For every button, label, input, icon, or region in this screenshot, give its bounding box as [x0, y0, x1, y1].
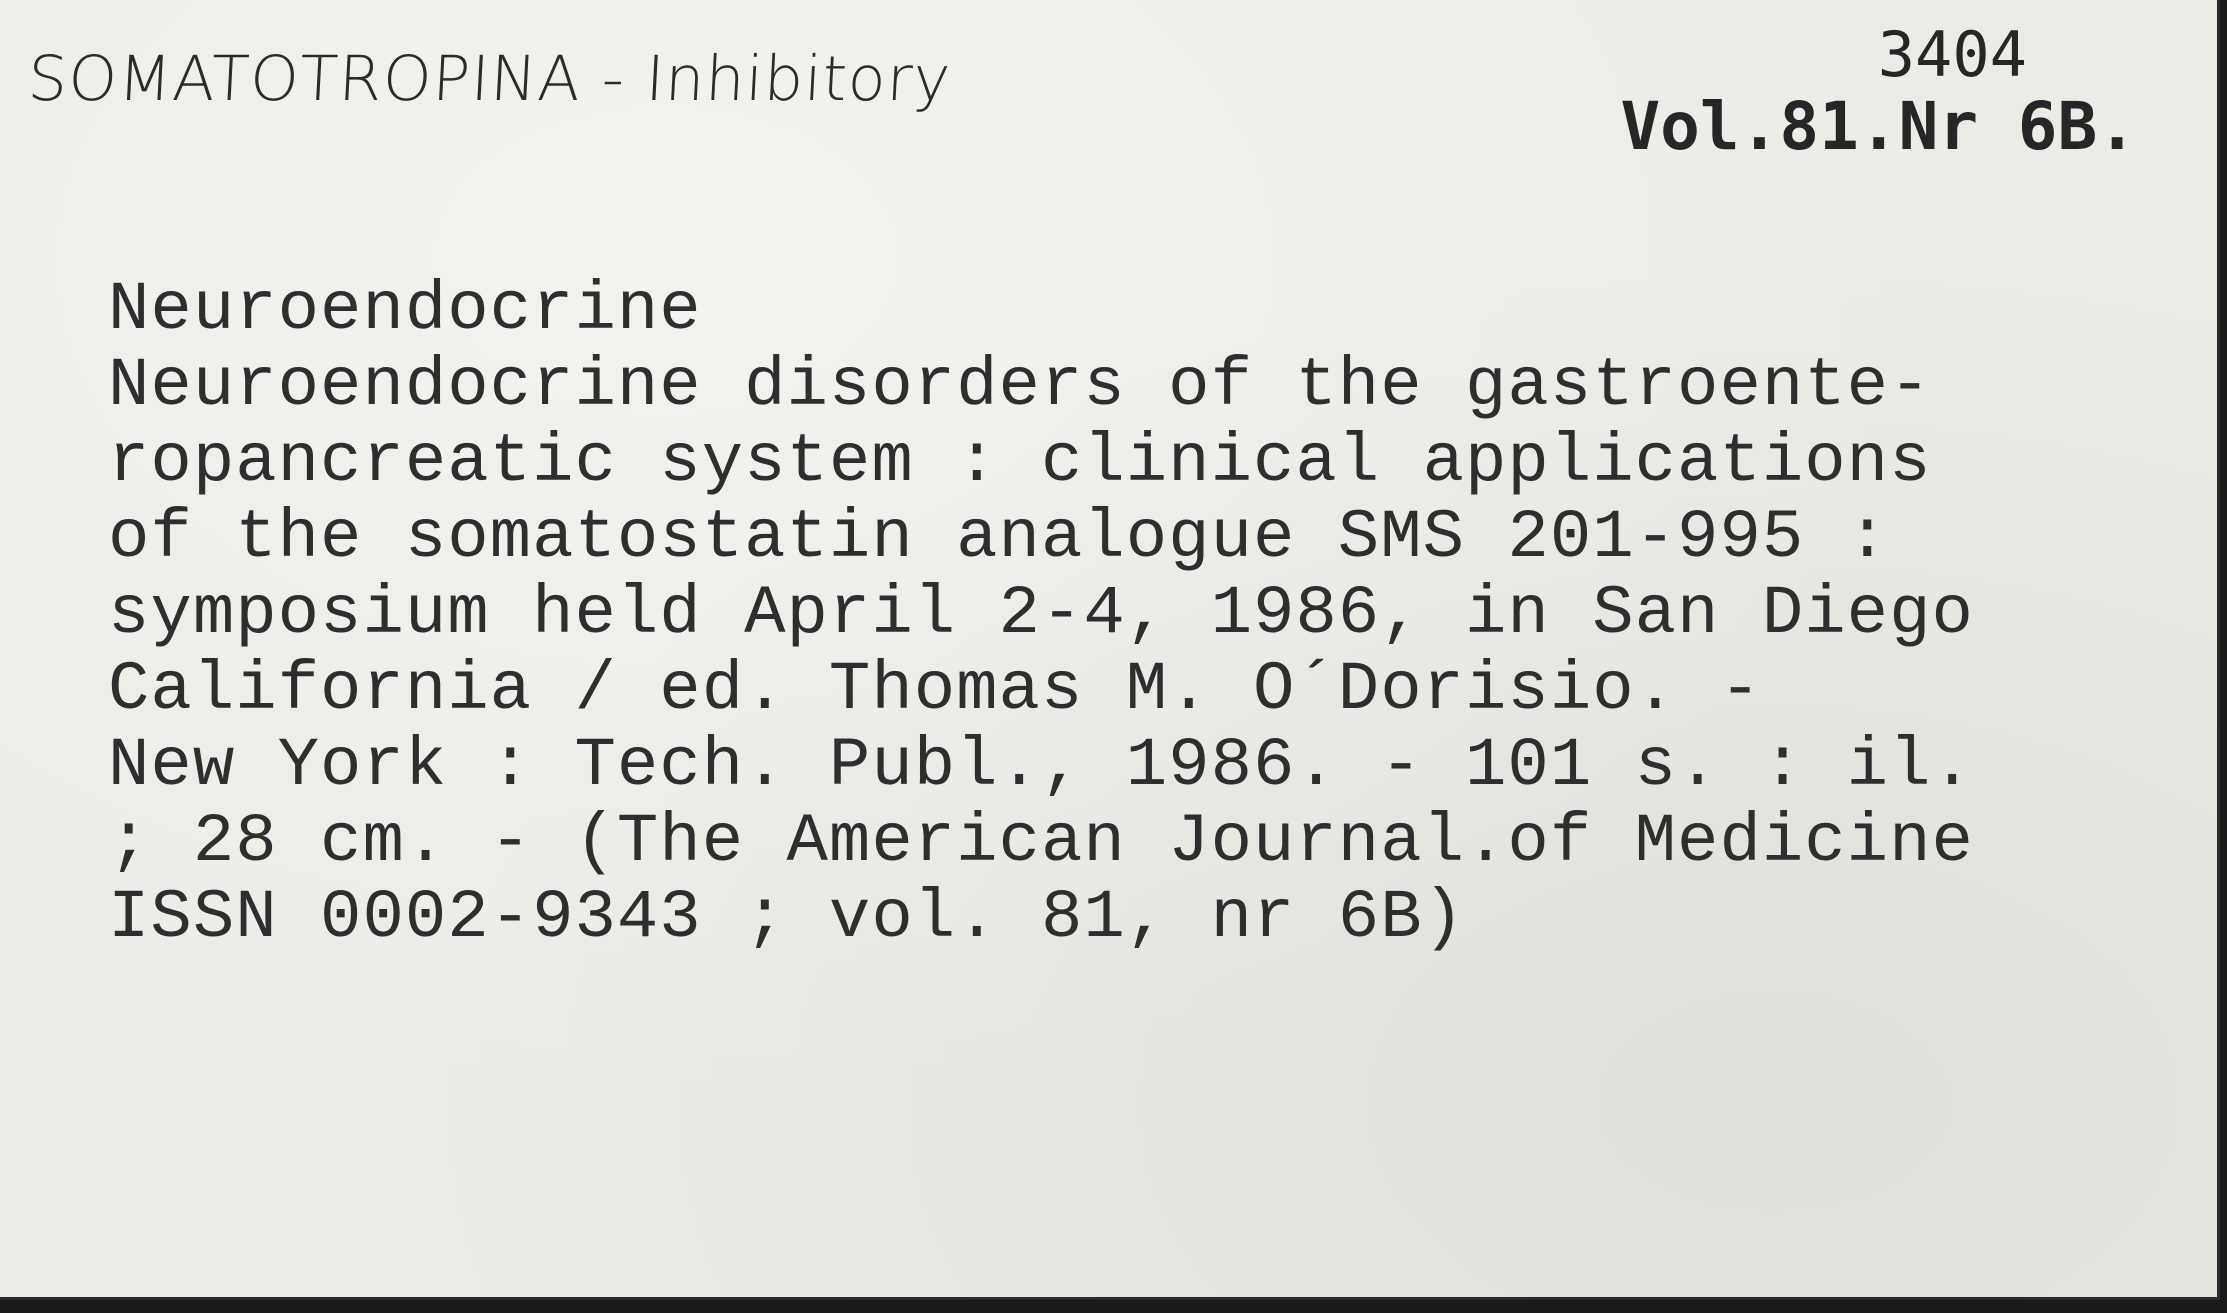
- subject-heading: SOMATOTROPINA - Inhibitory: [26, 42, 953, 115]
- call-number-block: [1620, 20, 2137, 164]
- record-line-1: Neuroendocrine: [108, 271, 702, 349]
- record-line-2: Neuroendocrine disorders of the gastroente-: [108, 347, 1932, 425]
- record-line-5: symposium held April 2-4, 1986, in San Diego: [108, 576, 1974, 652]
- record-line-3: ropancreatic system : clinical applications: [108, 423, 1932, 501]
- record-line-6: California / ed. Thomas M. O´Dorisio. -: [108, 651, 1762, 729]
- call-number: 3404: [1877, 18, 2027, 91]
- bibliographic-record: [108, 272, 2220, 956]
- volume-number: Vol.81.Nr 6B.: [1620, 88, 2137, 165]
- record-line-7: New York : Tech. Publ., 1986. - 101 s. : il.: [108, 728, 1974, 804]
- record-line-4: of the somatostatin analogue SMS 201-995 :: [108, 499, 1890, 577]
- record-line-9: ISSN 0002-9343 ; vol. 81, nr 6B): [108, 879, 1466, 957]
- record-line-8: ; 28 cm. - (The American Journal.of Medicine: [108, 804, 1974, 880]
